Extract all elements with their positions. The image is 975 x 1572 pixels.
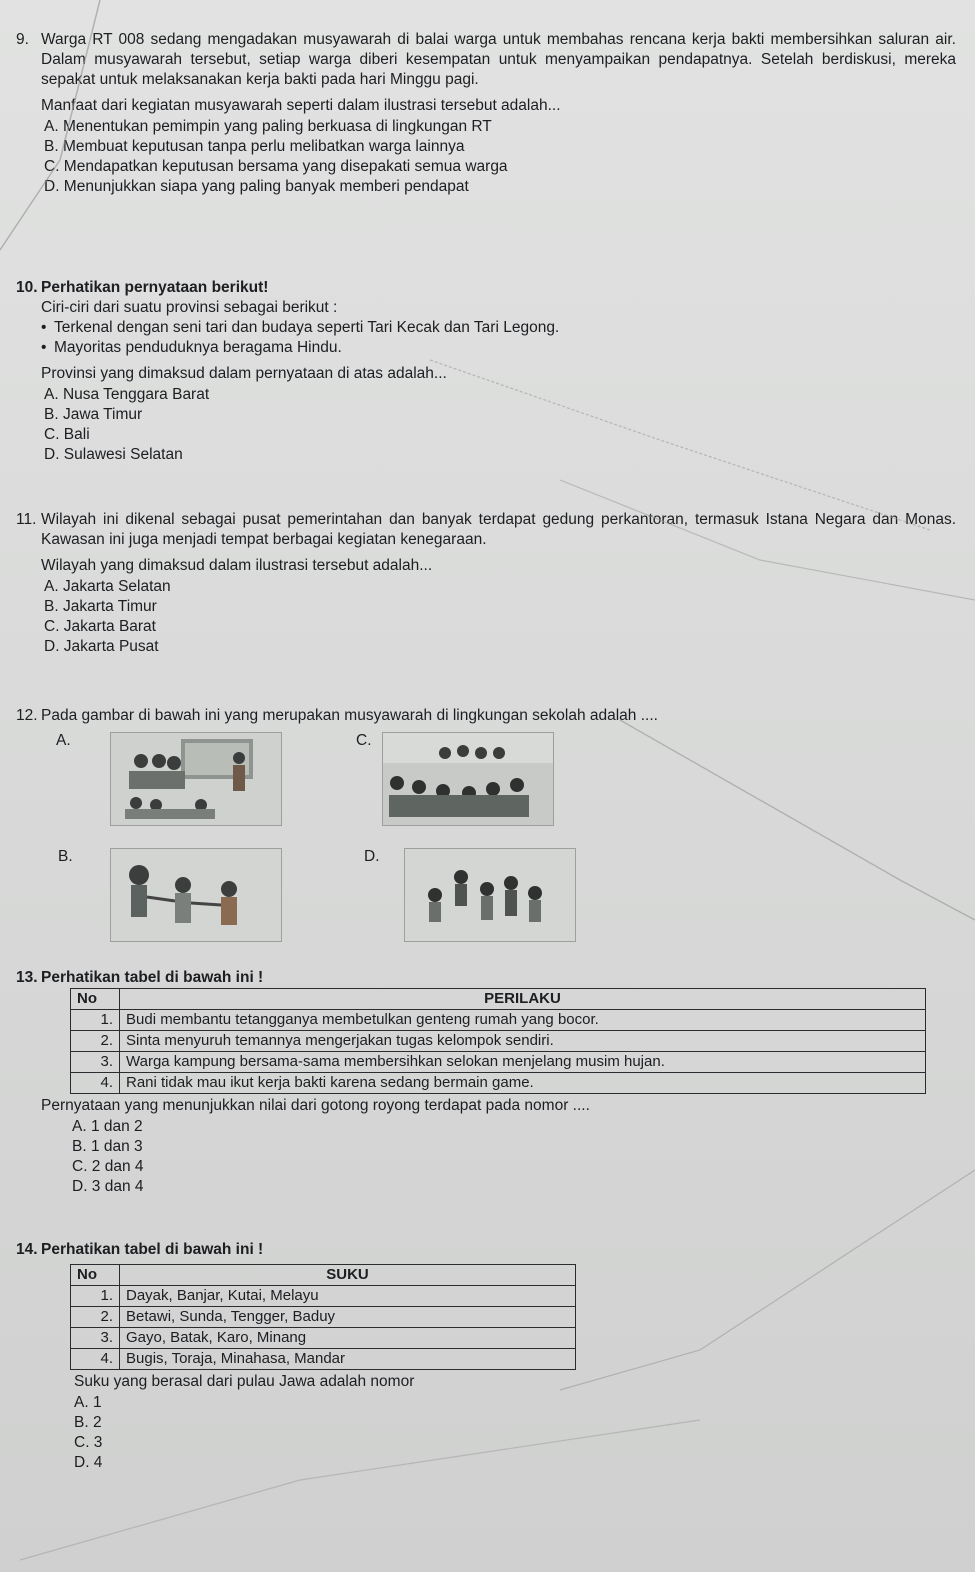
question-13 [16, 968, 956, 1197]
row-number: 3. [71, 1052, 120, 1073]
question-stem: Warga RT 008 sedang mengadakan musyawarah di balai warga untuk membahas rencana kerja bakti membersihkan saluran air. Dalam musyawarah tersebut, setiap warga diberi kesempatan untuk menyampaikan pendapatnya. Setelah berdiskusi, mereka sepakat untuk melaksanakan kerja bakti pada hari Minggu pagi. [41, 31, 956, 88]
row-number: 2. [71, 1307, 120, 1328]
option-a-label[interactable]: A. [56, 732, 71, 749]
option-a[interactable]: A. 1 [74, 1394, 102, 1411]
question-number: 13. [16, 969, 38, 986]
option-d-label[interactable]: D. [364, 848, 380, 865]
option-b[interactable]: B. Membuat keputusan tanpa perlu melibatkan warga lainnya [44, 138, 465, 155]
row-text: Dayak, Banjar, Kutai, Melayu [120, 1286, 576, 1307]
option-d[interactable]: D. 4 [74, 1454, 103, 1471]
option-b[interactable]: B. 1 dan 3 [72, 1138, 143, 1155]
question-prompt: Provinsi yang dimaksud dalam pernyataan di atas adalah... [41, 365, 447, 382]
group-meeting-image[interactable] [382, 732, 554, 826]
row-number: 1. [71, 1286, 120, 1307]
option-d[interactable]: D. 3 dan 4 [72, 1178, 144, 1195]
bullet-item: • Terkenal dengan seni tari dan budaya seperti Tari Kecak dan Tari Legong. [16, 318, 956, 338]
row-text: Rani tidak mau ikut kerja bakti karena sedang bermain game. [120, 1073, 926, 1094]
ethnic-group-table [70, 1264, 576, 1370]
classroom-discussion-image[interactable] [110, 732, 282, 826]
table-row [71, 1052, 926, 1073]
question-prompt: Suku yang berasal dari pulau Jawa adalah nomor [74, 1373, 415, 1390]
column-header-perilaku: PERILAKU [120, 989, 926, 1010]
option-list [16, 577, 956, 657]
question-11 [16, 510, 956, 657]
option-c[interactable]: C. Jakarta Barat [44, 618, 156, 635]
option-c[interactable]: C. 3 [74, 1434, 103, 1451]
row-number: 1. [71, 1010, 120, 1031]
question-12 [16, 706, 956, 726]
question-number: 14. [16, 1241, 38, 1258]
row-number: 2. [71, 1031, 120, 1052]
option-c-label[interactable]: C. [356, 732, 372, 749]
bullet-item: • Mayoritas penduduknya beragama Hindu. [16, 338, 956, 358]
question-intro: Ciri-ciri dari suatu provinsi sebagai berikut : [41, 299, 338, 316]
table-row [71, 1286, 576, 1307]
table-row [71, 1073, 926, 1094]
question-stem: Wilayah ini dikenal sebagai pusat pemerintahan dan banyak terdapat gedung perkantoran, termasuk Istana Negara dan Monas. Kawasan ini juga menjadi tempat berbagai kegiatan kenegaraan. [41, 511, 956, 548]
option-list [16, 1117, 956, 1197]
question-number: 9. [16, 31, 29, 48]
question-number: 10. [16, 279, 38, 296]
column-header-no: No [71, 989, 120, 1010]
question-stem: Perhatikan pernyataan berikut! [41, 279, 269, 296]
row-number: 4. [71, 1349, 120, 1370]
question-stem: Perhatikan tabel di bawah ini ! [41, 969, 264, 986]
option-b-label[interactable]: B. [58, 848, 73, 865]
question-10 [16, 278, 956, 465]
question-number: 12. [16, 707, 38, 724]
table-row [71, 1031, 926, 1052]
row-number: 3. [71, 1328, 120, 1349]
behavior-table [70, 988, 926, 1094]
row-text: Budi membantu tetangganya membetulkan genteng rumah yang bocor. [120, 1010, 926, 1031]
option-d[interactable]: D. Jakarta Pusat [44, 638, 159, 655]
option-a[interactable]: A. 1 dan 2 [72, 1118, 143, 1135]
question-prompt: Pernyataan yang menunjukkan nilai dari gotong royong terdapat pada nomor .... [41, 1097, 590, 1114]
option-a[interactable]: A. Nusa Tenggara Barat [44, 386, 210, 403]
question-number: 11. [16, 511, 37, 528]
option-a[interactable]: A. Menentukan pemimpin yang paling berkuasa di lingkungan RT [44, 118, 492, 135]
option-b[interactable]: B. Jakarta Timur [44, 598, 157, 615]
option-list [16, 117, 956, 197]
option-b[interactable]: B. Jawa Timur [44, 406, 143, 423]
row-text: Sinta menyuruh temannya mengerjakan tugas kelompok sendiri. [120, 1031, 926, 1052]
table-row [71, 1010, 926, 1031]
row-text: Gayo, Batak, Karo, Minang [120, 1328, 576, 1349]
question-prompt: Wilayah yang dimaksud dalam ilustrasi tersebut adalah... [41, 557, 433, 574]
option-list [16, 385, 956, 465]
option-list [16, 1393, 956, 1473]
option-b[interactable]: B. 2 [74, 1414, 102, 1431]
column-header-suku: SUKU [120, 1265, 576, 1286]
row-text: Bugis, Toraja, Minahasa, Mandar [120, 1349, 576, 1370]
question-14 [16, 1240, 956, 1473]
option-c[interactable]: C. Bali [44, 426, 90, 443]
question-stem: Pada gambar di bawah ini yang merupakan musyawarah di lingkungan sekolah adalah .... [41, 707, 658, 724]
table-row [71, 1328, 576, 1349]
table-row [71, 1307, 576, 1328]
children-playing-image[interactable] [110, 848, 282, 942]
playground-group-image[interactable] [404, 848, 576, 942]
option-c[interactable]: C. Mendapatkan keputusan bersama yang disepakati semua warga [44, 158, 508, 175]
option-d[interactable]: D. Sulawesi Selatan [44, 446, 183, 463]
option-a[interactable]: A. Jakarta Selatan [44, 578, 171, 595]
option-d[interactable]: D. Menunjukkan siapa yang paling banyak memberi pendapat [44, 178, 469, 195]
table-row [71, 1349, 576, 1370]
column-header-no: No [71, 1265, 120, 1286]
row-text: Betawi, Sunda, Tengger, Baduy [120, 1307, 576, 1328]
row-number: 4. [71, 1073, 120, 1094]
question-prompt: Manfaat dari kegiatan musyawarah seperti dalam ilustrasi tersebut adalah... [41, 97, 561, 114]
question-stem: Perhatikan tabel di bawah ini ! [41, 1241, 264, 1258]
question-9 [16, 30, 956, 197]
option-c[interactable]: C. 2 dan 4 [72, 1158, 144, 1175]
row-text: Warga kampung bersama-sama membersihkan selokan menjelang musim hujan. [120, 1052, 926, 1073]
